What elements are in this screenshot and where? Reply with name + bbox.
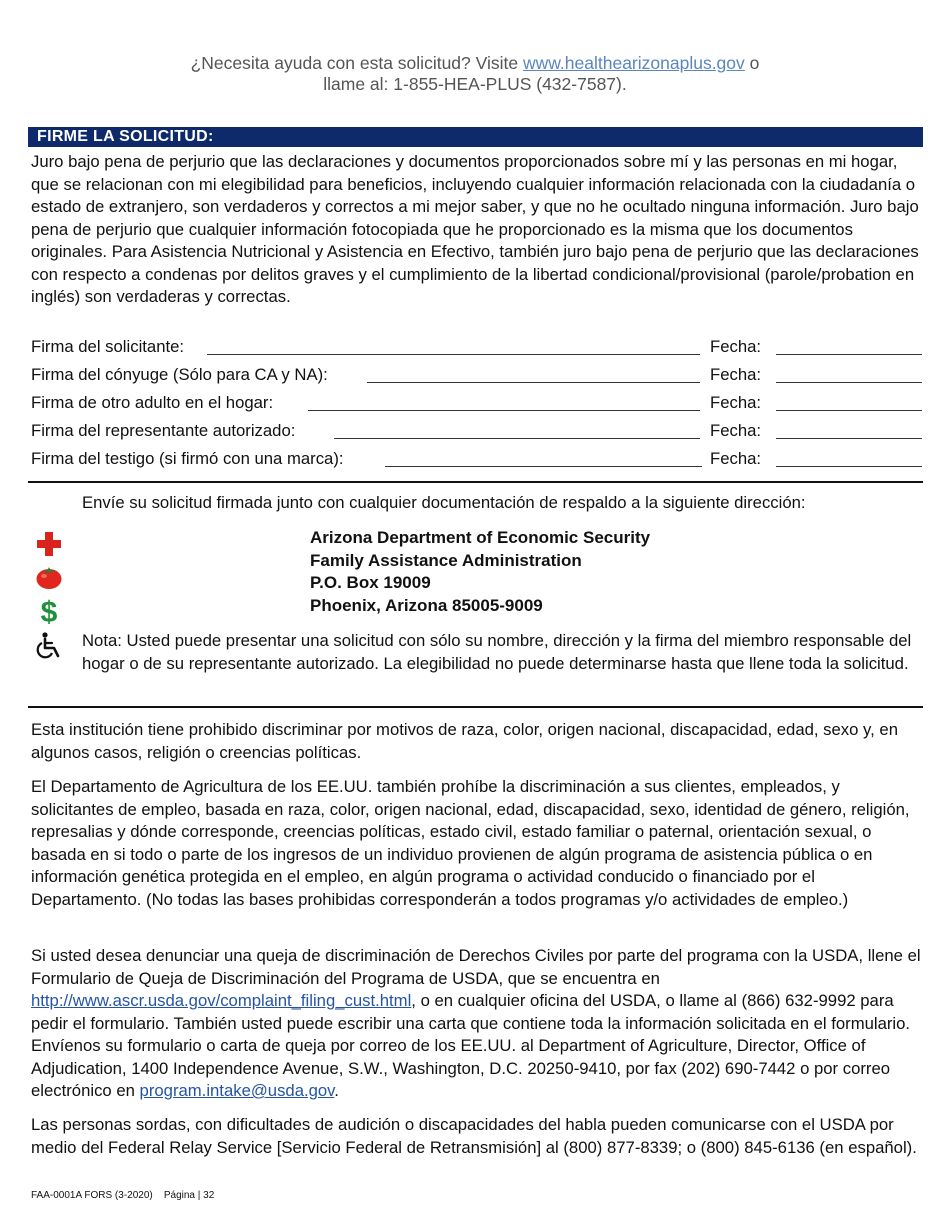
section-title-banner: FIRME LA SOLICITUD: [28, 127, 923, 147]
date-label: Fecha: [710, 449, 762, 468]
applicant-signature-field[interactable] [207, 337, 700, 355]
signature-row-witness [31, 449, 923, 471]
help-notice [0, 53, 950, 95]
spouse-signature-field[interactable] [367, 365, 700, 383]
date-label: Fecha: [710, 365, 762, 384]
healthearizonaplus-link[interactable]: www.healthearizonaplus.gov [522, 53, 745, 73]
signature-label: Firma del solicitante: [31, 337, 185, 356]
usda-email-link[interactable]: program.intake@usda.gov [139, 1081, 335, 1100]
complaint-text-middle: , o en cualquier oficina del USDA, o llame al (866) 632-9992 para pedir el formulario. También usted puede escribir una carta que contiene toda la información solicitada en el formulario. Envíenos su formulario o carta de queja por correo de los EE.UU. al Department of Agriculture, Director, Office of Adjudication, 1400 Independence Avenue, S.W., Washington, D.C. 20250-9410, por fax (202) 690-7442 o por correo electrónico en [31, 991, 911, 1100]
representative-signature-field[interactable] [334, 421, 700, 439]
spouse-date-field[interactable] [776, 365, 922, 383]
signature-row-spouse [31, 365, 923, 387]
page-footer [31, 1190, 214, 1201]
nondiscrimination-paragraph: Esta institución tiene prohibido discriminar por motivos de raza, color, origen nacional, discapacidad, edad, sexo y, en algunos casos, religión o creencias políticas. [31, 720, 898, 762]
applicant-date-field[interactable] [776, 337, 922, 355]
date-label: Fecha: [710, 337, 762, 356]
help-suffix: o [744, 53, 760, 73]
signature-label: Firma del representante autorizado: [31, 421, 296, 440]
complaint-text-start: Si usted desea denunciar una queja de discriminación de Derechos Civiles por parte del programa con la USDA, llene el Formulario de Queja de Discriminación del Programa de USDA, que se encuentra en [31, 946, 921, 988]
divider [28, 706, 923, 708]
signature-row-representative [31, 421, 923, 443]
relay-service-paragraph: Las personas sordas, con dificultades de audición o discapacidades del habla pueden comunicarse con el USDA por medio del Federal Relay Service [Servicio Federal de Retransmisión] al (800) 877-8339; o (800) 845-6136 (en español). [31, 1115, 917, 1157]
signature-label: Firma del cónyuge (Sólo para CA y NA): [31, 365, 328, 384]
complaint-paragraph [31, 945, 923, 1103]
other-adult-date-field[interactable] [776, 393, 922, 411]
form-id: FAA-0001A FORS (3-2020) [31, 1190, 153, 1201]
address-line: P.O. Box 19009 [310, 573, 431, 592]
page-number: Página | 32 [163, 1190, 215, 1201]
address-line: Arizona Department of Economic Security [310, 528, 651, 547]
help-prefix: ¿Necesita ayuda con esta solicitud? Visite [190, 53, 523, 73]
dollar-sign-icon [35, 596, 63, 626]
witness-signature-field[interactable] [385, 449, 702, 467]
usda-nondiscrimination-paragraph: El Departamento de Agricultura de los EE.UU. también prohíbe la discriminación a sus clientes, empleados, y solicitantes de empleo, basada en raza, color, origen nacional, edad, discapacidad, sexo, identidad de género, religión, represalias y dónde corresponde, creencias políticas, estado civil, estado familiar o paternal, orientación sexual, o basada en si todo o parte de los ingresos de un individuo provienen de algún programa de asistencia pública o en información genética protegida en el empleo, en algún programa o actividad conducido o financiado por el Departamento. (No todas las bases prohibidas corresponderán a todos programas y/o actividades de empleo.) [31, 777, 910, 909]
address-line: Phoenix, Arizona 85005-9009 [310, 595, 543, 615]
signature-label: Firma del testigo (si firmó con una marca): [31, 449, 344, 468]
help-phone: llame al: 1-855-HEA-PLUS (432-7587). [323, 74, 627, 94]
divider [28, 481, 923, 483]
signature-row-applicant [31, 337, 923, 359]
address-line: Family Assistance Administration [310, 550, 582, 570]
representative-date-field[interactable] [776, 421, 922, 439]
wheelchair-icon [35, 631, 63, 659]
mailing-address [310, 527, 650, 617]
complaint-text-end: . [334, 1081, 339, 1100]
date-label: Fecha: [710, 393, 762, 412]
medical-cross-icon [35, 530, 63, 558]
signature-row-other-adult [31, 393, 923, 415]
note-paragraph: Nota: Usted puede presentar una solicitud con sólo su nombre, dirección y la firma del miembro responsable del hogar o de su representante autorizado. La elegibilidad no puede determinarse hasta que llene toda la solicitud. [82, 631, 912, 673]
send-instructions: Envíe su solicitud firmada junto con cualquier documentación de respaldo a la siguiente dirección: [82, 493, 806, 512]
signature-label: Firma de otro adulto en el hogar: [31, 393, 274, 412]
witness-date-field[interactable] [776, 449, 922, 467]
usda-complaint-form-link[interactable]: http://www.ascr.usda.gov/complaint_filing_cust.html [31, 991, 412, 1010]
oath-paragraph: Juro bajo pena de perjurio que las declaraciones y documentos proporcionados sobre mí y las personas en mi hogar, que se relacionan con mi elegibilidad para beneficios, incluyendo cualquier información relacionada con la ciudadanía o estado de extranjero, son verdaderos y correctos a mi mejor saber, y que no he ocultado ninguna información. Juro bajo pena de perjurio que cualquier información fotocopiada que he proporcionado es la misma que los documentos originales. Para Asistencia Nutricional y Asistencia en Efectivo, también juro bajo pena de perjurio que las declaraciones con respecto a condenas por delitos graves y el cumplimiento de la libertad condicional/provisional (parole/probation en inglés) son verdaderas y correctas. [31, 152, 919, 306]
other-adult-signature-field[interactable] [308, 393, 700, 411]
svg-text:$: $ [40, 596, 58, 626]
date-label: Fecha: [710, 421, 762, 440]
tomato-icon [35, 563, 63, 591]
